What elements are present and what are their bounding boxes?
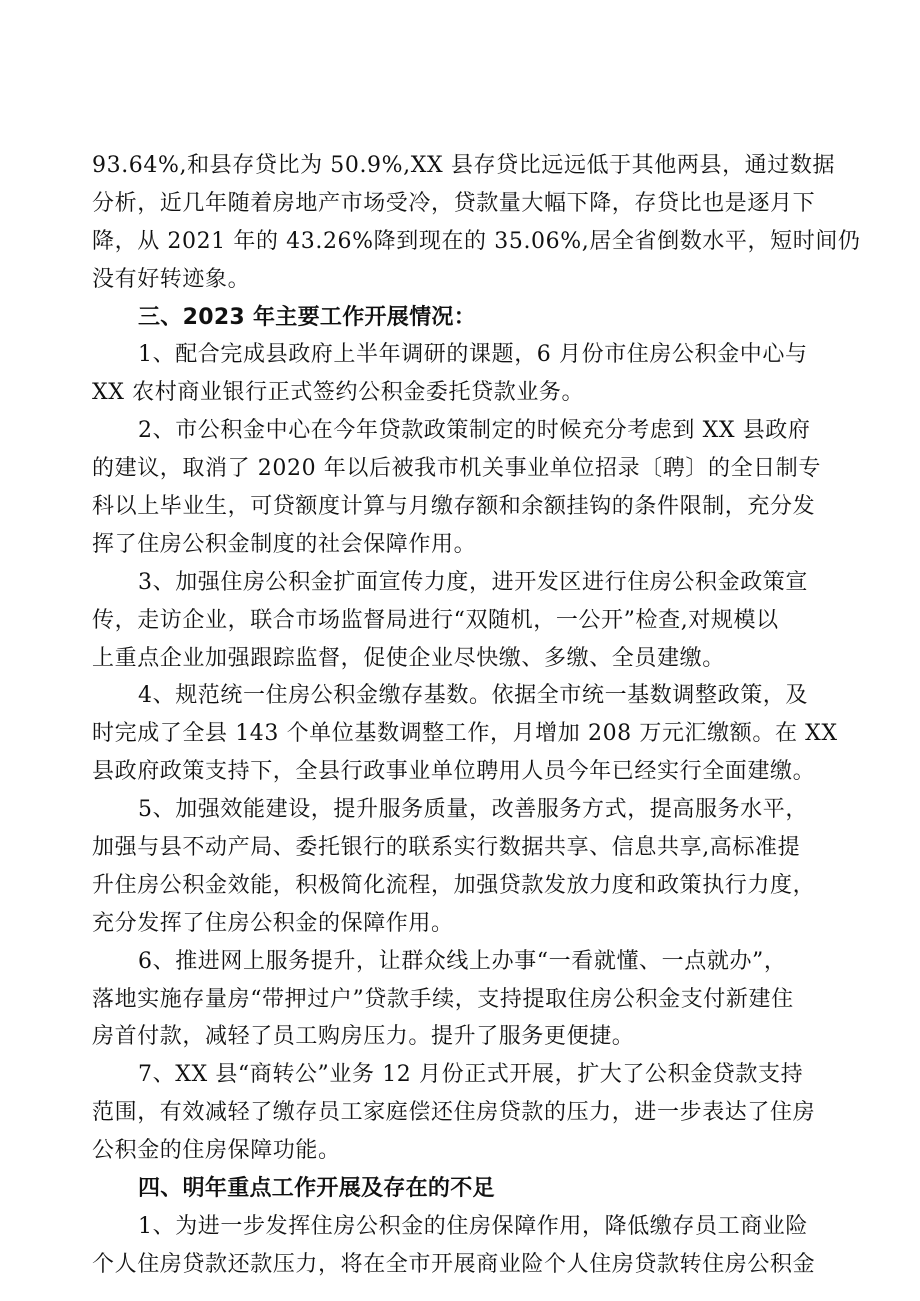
text-line: 加强与县不动产局、委托银行的联系实行数据共享、信息共享,高标准提	[92, 835, 801, 861]
text-line: 充分发挥了住房公积金的保障作用。	[92, 910, 454, 936]
text-line: 落地实施存量房“带押过户”贷款手续，支持提取住房公积金支付新建住	[92, 986, 794, 1012]
text-line: 没有好转迹象。	[92, 266, 251, 292]
text-line: 科以上毕业生，可贷额度计算与月缴存额和余额挂钩的条件限制，充分发	[92, 494, 816, 520]
text-line: XX 农村商业银行正式签约公积金委托贷款业务。	[92, 380, 585, 406]
text-line: 范围，有效减轻了缴存员工家庭偿还住房贷款的压力，进一步表达了住房	[92, 1100, 816, 1126]
text-line: 升住房公积金效能，积极简化流程，加强贷款发放力度和政策执行力度，	[92, 872, 816, 898]
section-heading: 四、明年重点工作开展及存在的不足	[138, 1176, 495, 1202]
text-line: 传，走访企业，联合市场监督局进行“双随机，一公开”检查,对规模以	[92, 607, 779, 633]
paragraph-start: 3、加强住房公积金扩面宣传力度，进开发区进行住房公积金政策宣	[138, 569, 808, 595]
text-line: 房首付款，减轻了员工购房压力。提升了服务更便捷。	[92, 1024, 635, 1050]
text-line: 降，从 2021 年的 43.26%降到现在的 35.06%,居全省倒数水平，短时间仍	[92, 228, 861, 254]
text-line: 上重点企业加强跟踪监督，促使企业尽快缴、多缴、全员建缴。	[92, 645, 725, 671]
document-body	[92, 147, 861, 1284]
section-heading: 三、2023 年主要工作开展情况：	[138, 304, 476, 330]
paragraph-start: 6、推进网上服务提升，让群众线上办事“一看就懂、一点就办”，	[138, 948, 787, 974]
text-line: 县政府政策支持下，全县行政事业单位聘用人员今年已经实行全面建缴。	[92, 759, 816, 785]
text-line: 挥了住房公积金制度的社会保障作用。	[92, 531, 477, 557]
text-line: 公积金的住房保障功能。	[92, 1138, 341, 1164]
text-line: 分析，近几年随着房地产市场受冷，贷款量大幅下降，存贷比也是逐月下	[92, 190, 816, 216]
paragraph-start: 4、规范统一住房公积金缴存基数。依据全市统一基数调整政策，及	[138, 683, 808, 709]
text-line: 的建议，取消了 2020 年以后被我市机关事业单位招录〔聘〕的全日制专	[92, 456, 821, 482]
paragraph-start: 7、XX 县“商转公”业务 12 月份正式开展，扩大了公积金贷款支持	[138, 1062, 804, 1088]
paragraph-start: 1、配合完成县政府上半年调研的课题，6 月份市住房公积金中心与	[138, 342, 808, 368]
paragraph-start: 2、市公积金中心在今年贷款政策制定的时候充分考虑到 XX 县政府	[138, 418, 811, 444]
text-line: 93.64%,和县存贷比为 50.9%,XX 县存贷比远远低于其他两县，通过数据	[92, 153, 836, 178]
paragraph-start: 5、加强效能建设，提升服务质量，改善服务方式，提高服务水平，	[138, 797, 808, 823]
text-line: 时完成了全县 143 个单位基数调整工作，月增加 208 万元汇缴额。在 XX	[92, 721, 838, 747]
paragraph-start: 1、为进一步发挥住房公积金的住房保障作用，降低缴存员工商业险	[138, 1213, 808, 1239]
text-line: 个人住房贷款还款压力，将在全市开展商业险个人住房贷款转住房公积金	[92, 1251, 816, 1277]
